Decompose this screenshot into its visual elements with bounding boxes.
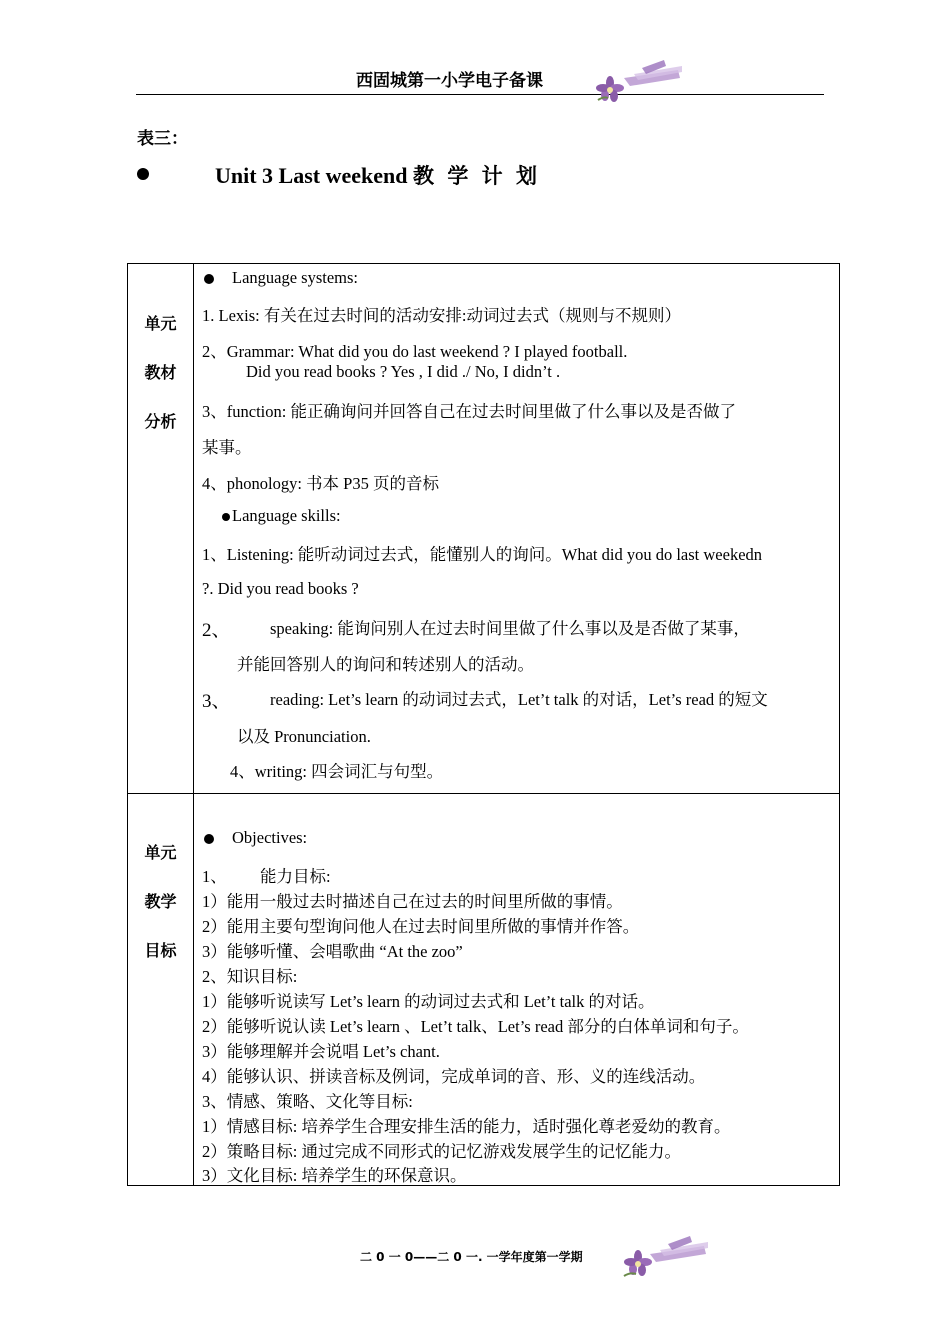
table-label: 表三： (137, 129, 188, 149)
list-item: 能力目标: (260, 867, 331, 886)
title-english: Unit 3 Last weekend (215, 163, 408, 188)
list-item: ?. Did you read books ? (202, 579, 359, 598)
list-item: speaking: 能询问别人在过去时间里做了什么事以及是否做了某事， (270, 619, 750, 638)
list-item: 以及 Pronunciation. (237, 727, 371, 746)
list-item: 2）能用主要句型询问他人在过去时间里所做的事情并作答。 (202, 917, 640, 936)
header-title: 西固城第一小学电子备课 (356, 71, 543, 91)
page-header (136, 62, 824, 95)
section2-side-cell (128, 794, 194, 1186)
list-item-number: 3、 (202, 691, 231, 712)
list-item: Did you read books ? Yes , I did ./ No, I didn’t . (246, 362, 561, 381)
list-item: 2）能够听说认读 Let’s learn 、Let’t talk、Let’s read 部分的白体单词和句子。 (202, 1017, 749, 1036)
list-item: 1）能用一般过去时描述自己在过去的时间里所做的事情。 (202, 892, 623, 911)
list-item: 4）能够认识、拼读音标及例词，完成单词的音、形、义的连线活动。 (202, 1067, 706, 1086)
list-item: 某事。 (202, 438, 252, 457)
table-row (128, 264, 840, 794)
list-item: 4、phonology: 书本 P35 页的音标 (202, 474, 439, 493)
side-label: 分析 (144, 412, 177, 431)
list-item: 4、writing: 四会词汇与句型。 (230, 762, 444, 781)
side-label: 教学 (144, 892, 177, 911)
section2-content-cell (194, 794, 840, 1186)
list-item-number: 1、 (202, 867, 227, 886)
table-row (128, 794, 840, 1186)
footer-text: 二 0 一 0——二 0 一. 一学年度第一学期 (360, 1250, 583, 1264)
list-item: 3、function: 能正确询问并回答自己在过去时间里做了什么事以及是否做了 (202, 402, 736, 421)
list-item: Language systems: (204, 268, 358, 288)
section1-content-cell (194, 264, 840, 794)
list-item: 2、知识目标: (202, 967, 298, 986)
title-chinese: 教 学 计 划 (413, 164, 540, 188)
list-item-number: 2、 (202, 620, 231, 641)
bullet-icon (204, 274, 214, 284)
list-item: Language skills: (222, 506, 341, 526)
list-item: 1）情感目标: 培养学生合理安排生活的能力，适时强化尊老爱幼的教育。 (202, 1117, 731, 1136)
side-label: 单元 (144, 843, 177, 862)
bullet-icon (204, 834, 214, 844)
list-item: 3、情感、策略、文化等目标: (202, 1092, 413, 1111)
list-item: 1. Lexis: 有关在过去时间的活动安排:动词过去式（规则与不规则） (202, 306, 681, 325)
flower-decoration-icon (594, 56, 686, 104)
list-item: Objectives: (204, 828, 307, 848)
list-item: 并能回答别人的询问和转述别人的活动。 (237, 655, 534, 674)
side-label: 目标 (144, 941, 177, 960)
flower-decoration-icon (620, 1232, 712, 1280)
section1-side-cell (128, 264, 194, 794)
bullet-icon (137, 168, 149, 180)
list-item: 2）策略目标: 通过完成不同形式的记忆游戏发展学生的记忆能力。 (202, 1142, 681, 1161)
list-item: 2、Grammar: What did you do last weekend ? I played football. (202, 342, 628, 361)
side-label: 单元 (144, 314, 177, 333)
list-item: 3）能够理解并会说唱 Let’s chant. (202, 1042, 440, 1061)
teaching-plan-table (127, 263, 840, 1186)
bullet-icon (222, 513, 230, 521)
list-item: reading: Let’s learn 的动词过去式，Let’t talk 的对话，Let’s read 的短文 (270, 690, 768, 709)
list-item: 3）能够听懂、会唱歌曲 “At the zoo” (202, 942, 463, 961)
list-item: 1、Listening: 能听动词过去式，能懂别人的询问。What did you do last weekedn (202, 545, 763, 564)
list-item: 1）能够听说读写 Let’s learn 的动词过去式和 Let’t talk 的对话。 (202, 992, 655, 1011)
list-item: 3）文化目标: 培养学生的环保意识。 (202, 1166, 467, 1185)
side-label: 教材 (144, 363, 177, 382)
